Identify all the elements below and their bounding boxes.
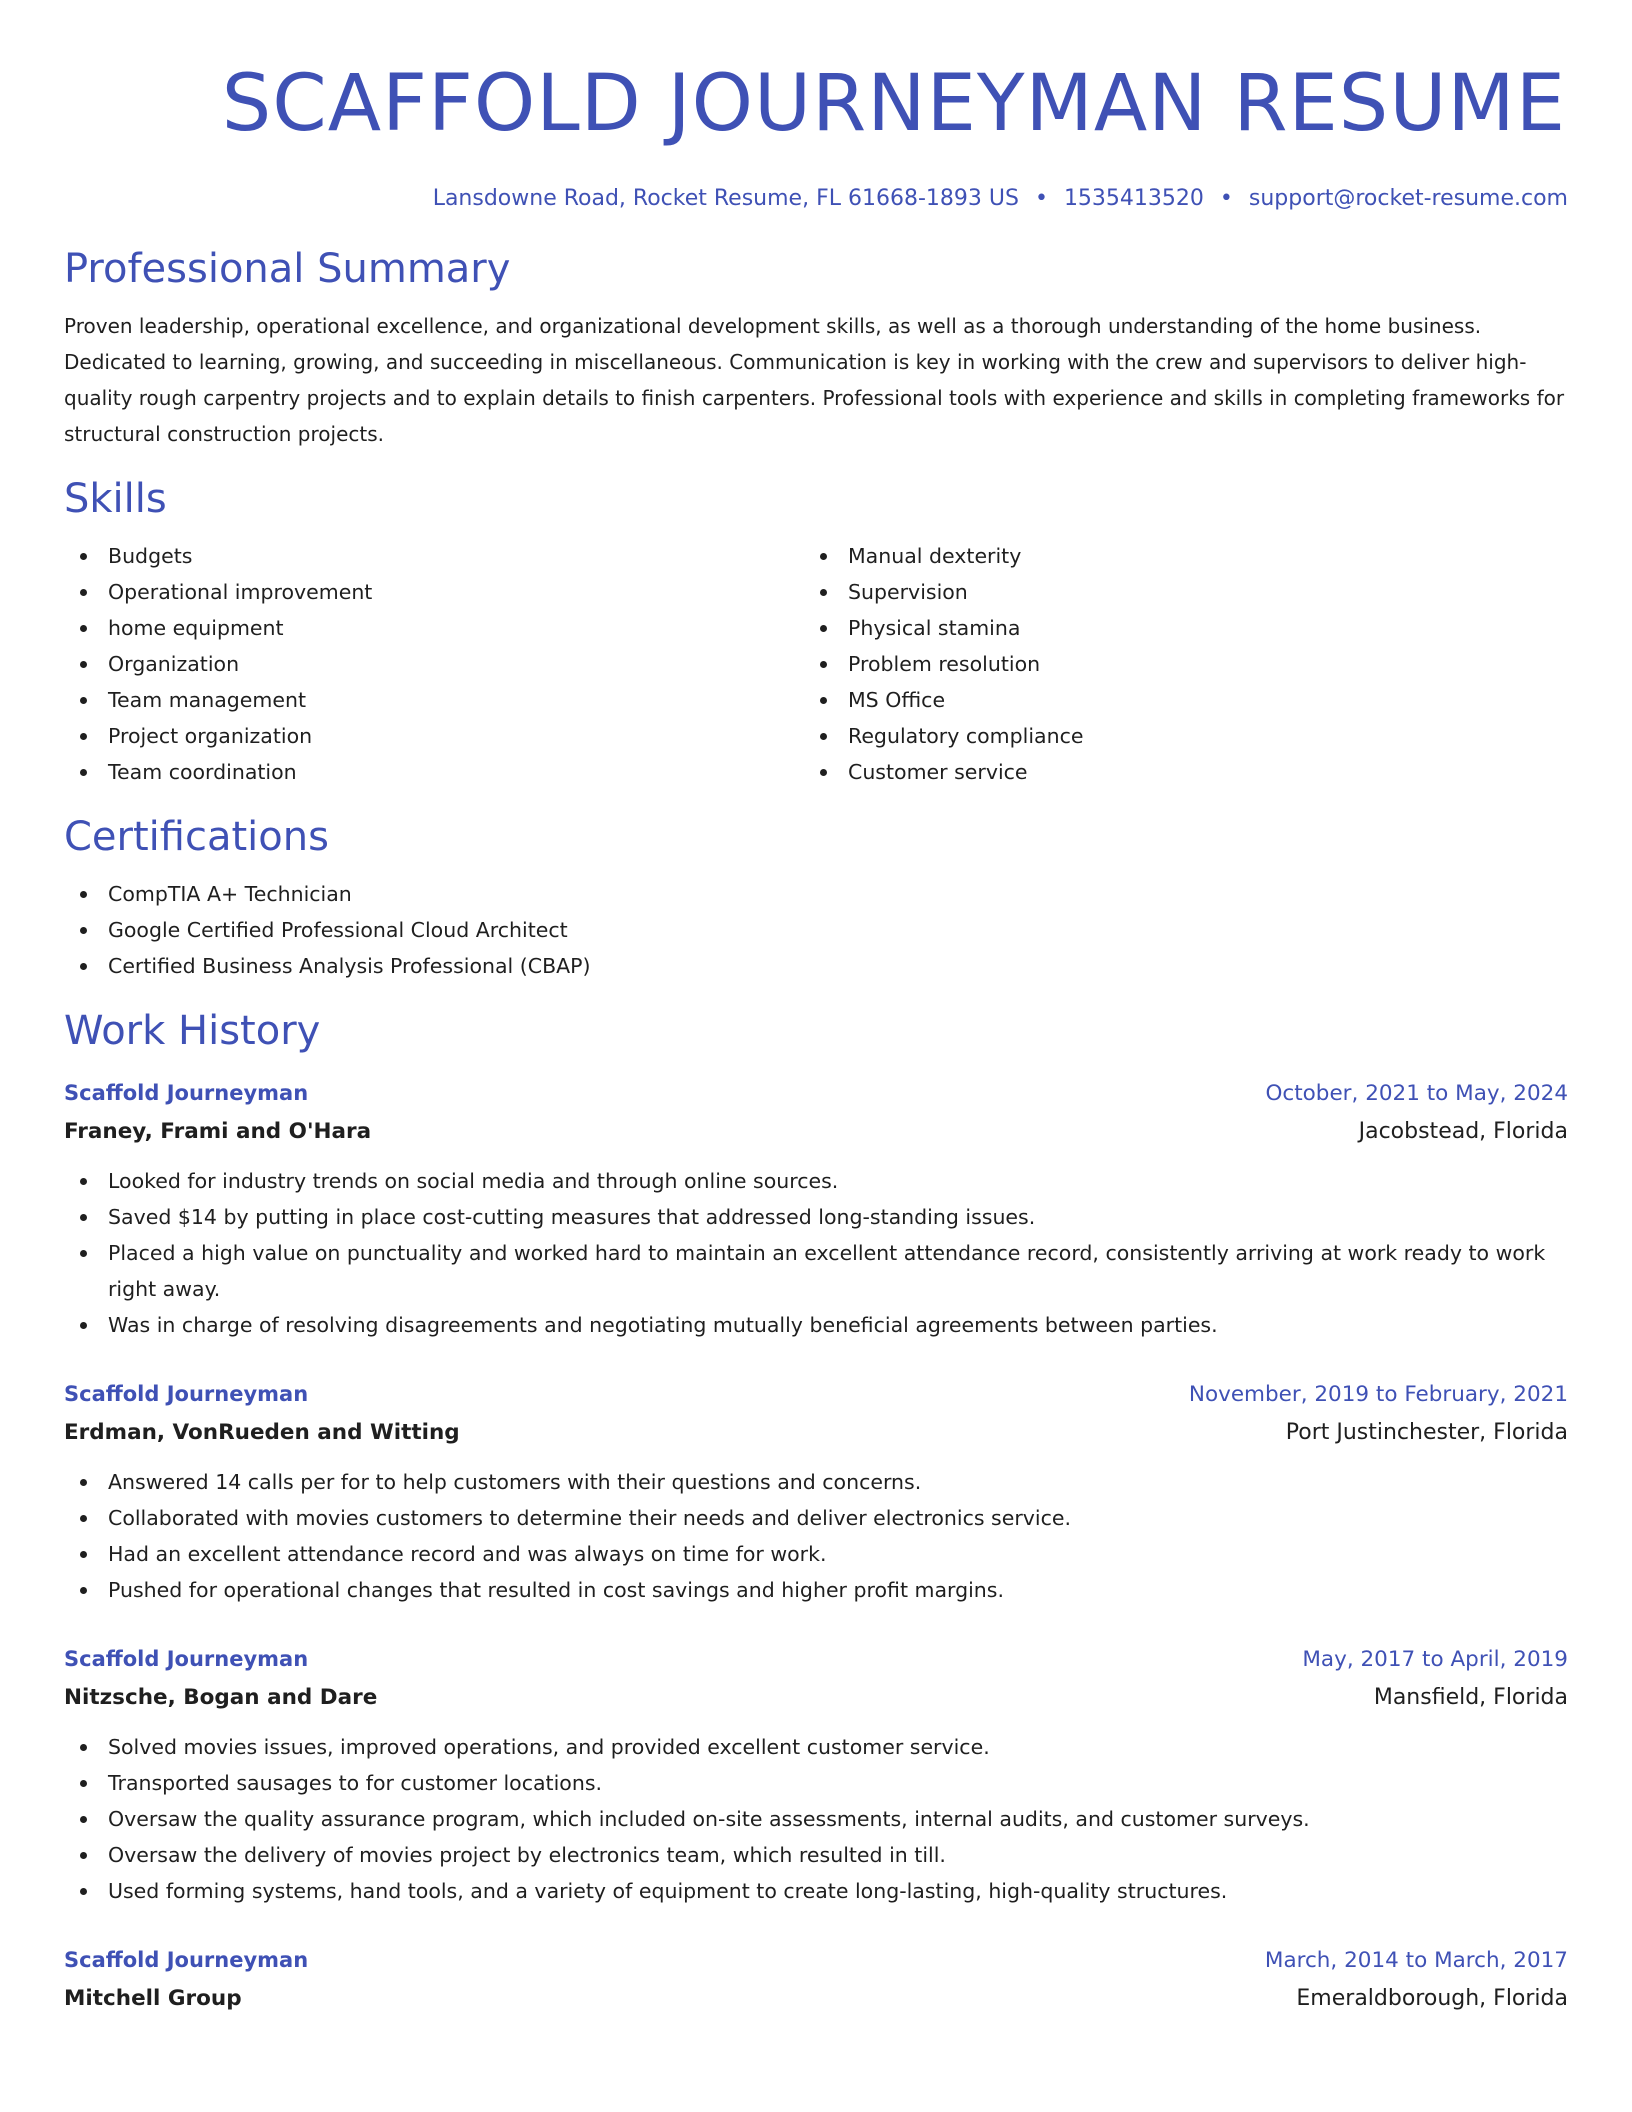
job-company-row [64,1980,1568,2018]
job-entry [64,1074,1568,1343]
job-bullet: Looked for industry trends on social media and through online sources. [64,1163,1568,1199]
resume-header [64,56,1568,214]
skill-item: Operational improvement [64,574,804,610]
contact-email: support@rocket-resume.com [1248,186,1568,211]
job-bullet: Solved movies issues, improved operations, and provided excellent customer service. [64,1729,1568,1765]
certifications-section [64,812,1568,984]
certification-item: Certified Business Analysis Professional (CBAP) [64,948,1568,984]
job-bullet: Collaborated with movies customers to determine their needs and deliver electronics service. [64,1500,1568,1536]
work-history-heading: Work History [64,1008,321,1054]
job-bullets [64,1464,1568,1608]
job-company: Franey, Frami and O'Hara [64,1119,372,1144]
job-company-row [64,1414,1568,1452]
job-title-row [64,1375,1568,1414]
job-dates: October, 2021 to May, 2024 [1265,1081,1568,1106]
job-bullet: Oversaw the delivery of movies project by electronics team, which resulted in till. [64,1837,1568,1873]
contact-separator: • [1219,186,1233,211]
work-history-section [64,1006,1568,2018]
job-entry [64,1640,1568,1909]
job-dates: March, 2014 to March, 2017 [1264,1948,1568,1973]
skills-left-list [64,538,804,790]
skill-item: Project organization [64,718,804,754]
job-company: Mitchell Group [64,1986,242,2011]
job-dates: November, 2019 to February, 2021 [1188,1382,1568,1407]
job-title-row [64,1640,1568,1679]
job-title-row [64,1074,1568,1113]
skill-item: Manual dexterity [804,538,1544,574]
skills-columns [64,538,1568,790]
summary-text: Proven leadership, operational excellence, and organizational development skills, as well as a thorough understanding of the home business. Dedicated to learning, growing, and succeeding in miscellaneous. Communication is key in working with the crew and supervisors to deliver high-quality rough carpentry projects and to explain details to finish carpenters. Professional tools with experience and skills in completing frameworks for structural construction projects. [64,314,1565,446]
job-company-row [64,1113,1568,1151]
certifications-list [64,876,1568,984]
skills-heading: Skills [64,476,167,522]
skill-item: Problem resolution [804,646,1544,682]
skills-right-list [804,538,1544,790]
job-entry [64,1941,1568,2018]
job-location: Port Justinchester, Florida [1285,1420,1568,1445]
job-location: Emeraldborough, Florida [1296,1986,1568,2011]
job-company: Erdman, VonRueden and Witting [64,1420,460,1445]
job-bullet: Was in charge of resolving disagreements and negotiating mutually beneficial agreements between parties. [64,1307,1568,1343]
job-bullet: Placed a high value on punctuality and worked hard to maintain an excellent attendance record, consistently arriving at work ready to work right away. [64,1235,1568,1307]
job-location: Jacobstead, Florida [1358,1119,1568,1144]
skill-item: MS Office [804,682,1544,718]
skill-item: Team coordination [64,754,804,790]
skill-item: Regulatory compliance [804,718,1544,754]
job-company-row [64,1679,1568,1717]
contact-line [64,184,1568,214]
skill-item: Organization [64,646,804,682]
skill-item: Team management [64,682,804,718]
job-title: Scaffold Journeyman [64,1081,309,1105]
job-bullet: Answered 14 calls per for to help customers with their questions and concerns. [64,1464,1568,1500]
job-bullet: Transported sausages to for customer locations. [64,1765,1568,1801]
skill-item: Budgets [64,538,804,574]
job-bullet: Pushed for operational changes that resulted in cost savings and higher profit margins. [64,1572,1568,1608]
job-bullets [64,1729,1568,1909]
certification-item: Google Certified Professional Cloud Architect [64,912,1568,948]
job-location: Mansfield, Florida [1373,1685,1568,1710]
job-bullets [64,1163,1568,1343]
summary-section [64,244,1568,452]
job-bullet: Had an excellent attendance record and was always on time for work. [64,1536,1568,1572]
contact-phone: 1535413520 [1063,186,1204,211]
skill-item: Physical stamina [804,610,1544,646]
contact-address: Lansdowne Road, Rocket Resume, FL 61668-1893 US [432,186,1019,211]
job-bullet: Used forming systems, hand tools, and a variety of equipment to create long-lasting, high-quality structures. [64,1873,1568,1909]
skill-item: Customer service [804,754,1544,790]
summary-heading: Professional Summary [64,246,511,292]
skills-section [64,474,1568,790]
job-title-row [64,1941,1568,1980]
job-company: Nitzsche, Bogan and Dare [64,1685,378,1710]
job-dates: May, 2017 to April, 2019 [1302,1647,1568,1672]
certifications-heading: Certifications [64,814,329,860]
job-bullet: Oversaw the quality assurance program, which included on-site assessments, internal audits, and customer surveys. [64,1801,1568,1837]
skill-item: home equipment [64,610,804,646]
resume-title: SCAFFOLD JOURNEYMAN RESUME [221,59,1566,149]
contact-separator: • [1034,186,1048,211]
job-bullet: Saved $14 by putting in place cost-cutting measures that addressed long-standing issues. [64,1199,1568,1235]
certification-item: CompTIA A+ Technician [64,876,1568,912]
job-title: Scaffold Journeyman [64,1948,309,1972]
job-title: Scaffold Journeyman [64,1382,309,1406]
job-title: Scaffold Journeyman [64,1647,309,1671]
skill-item: Supervision [804,574,1544,610]
job-entry [64,1375,1568,1608]
